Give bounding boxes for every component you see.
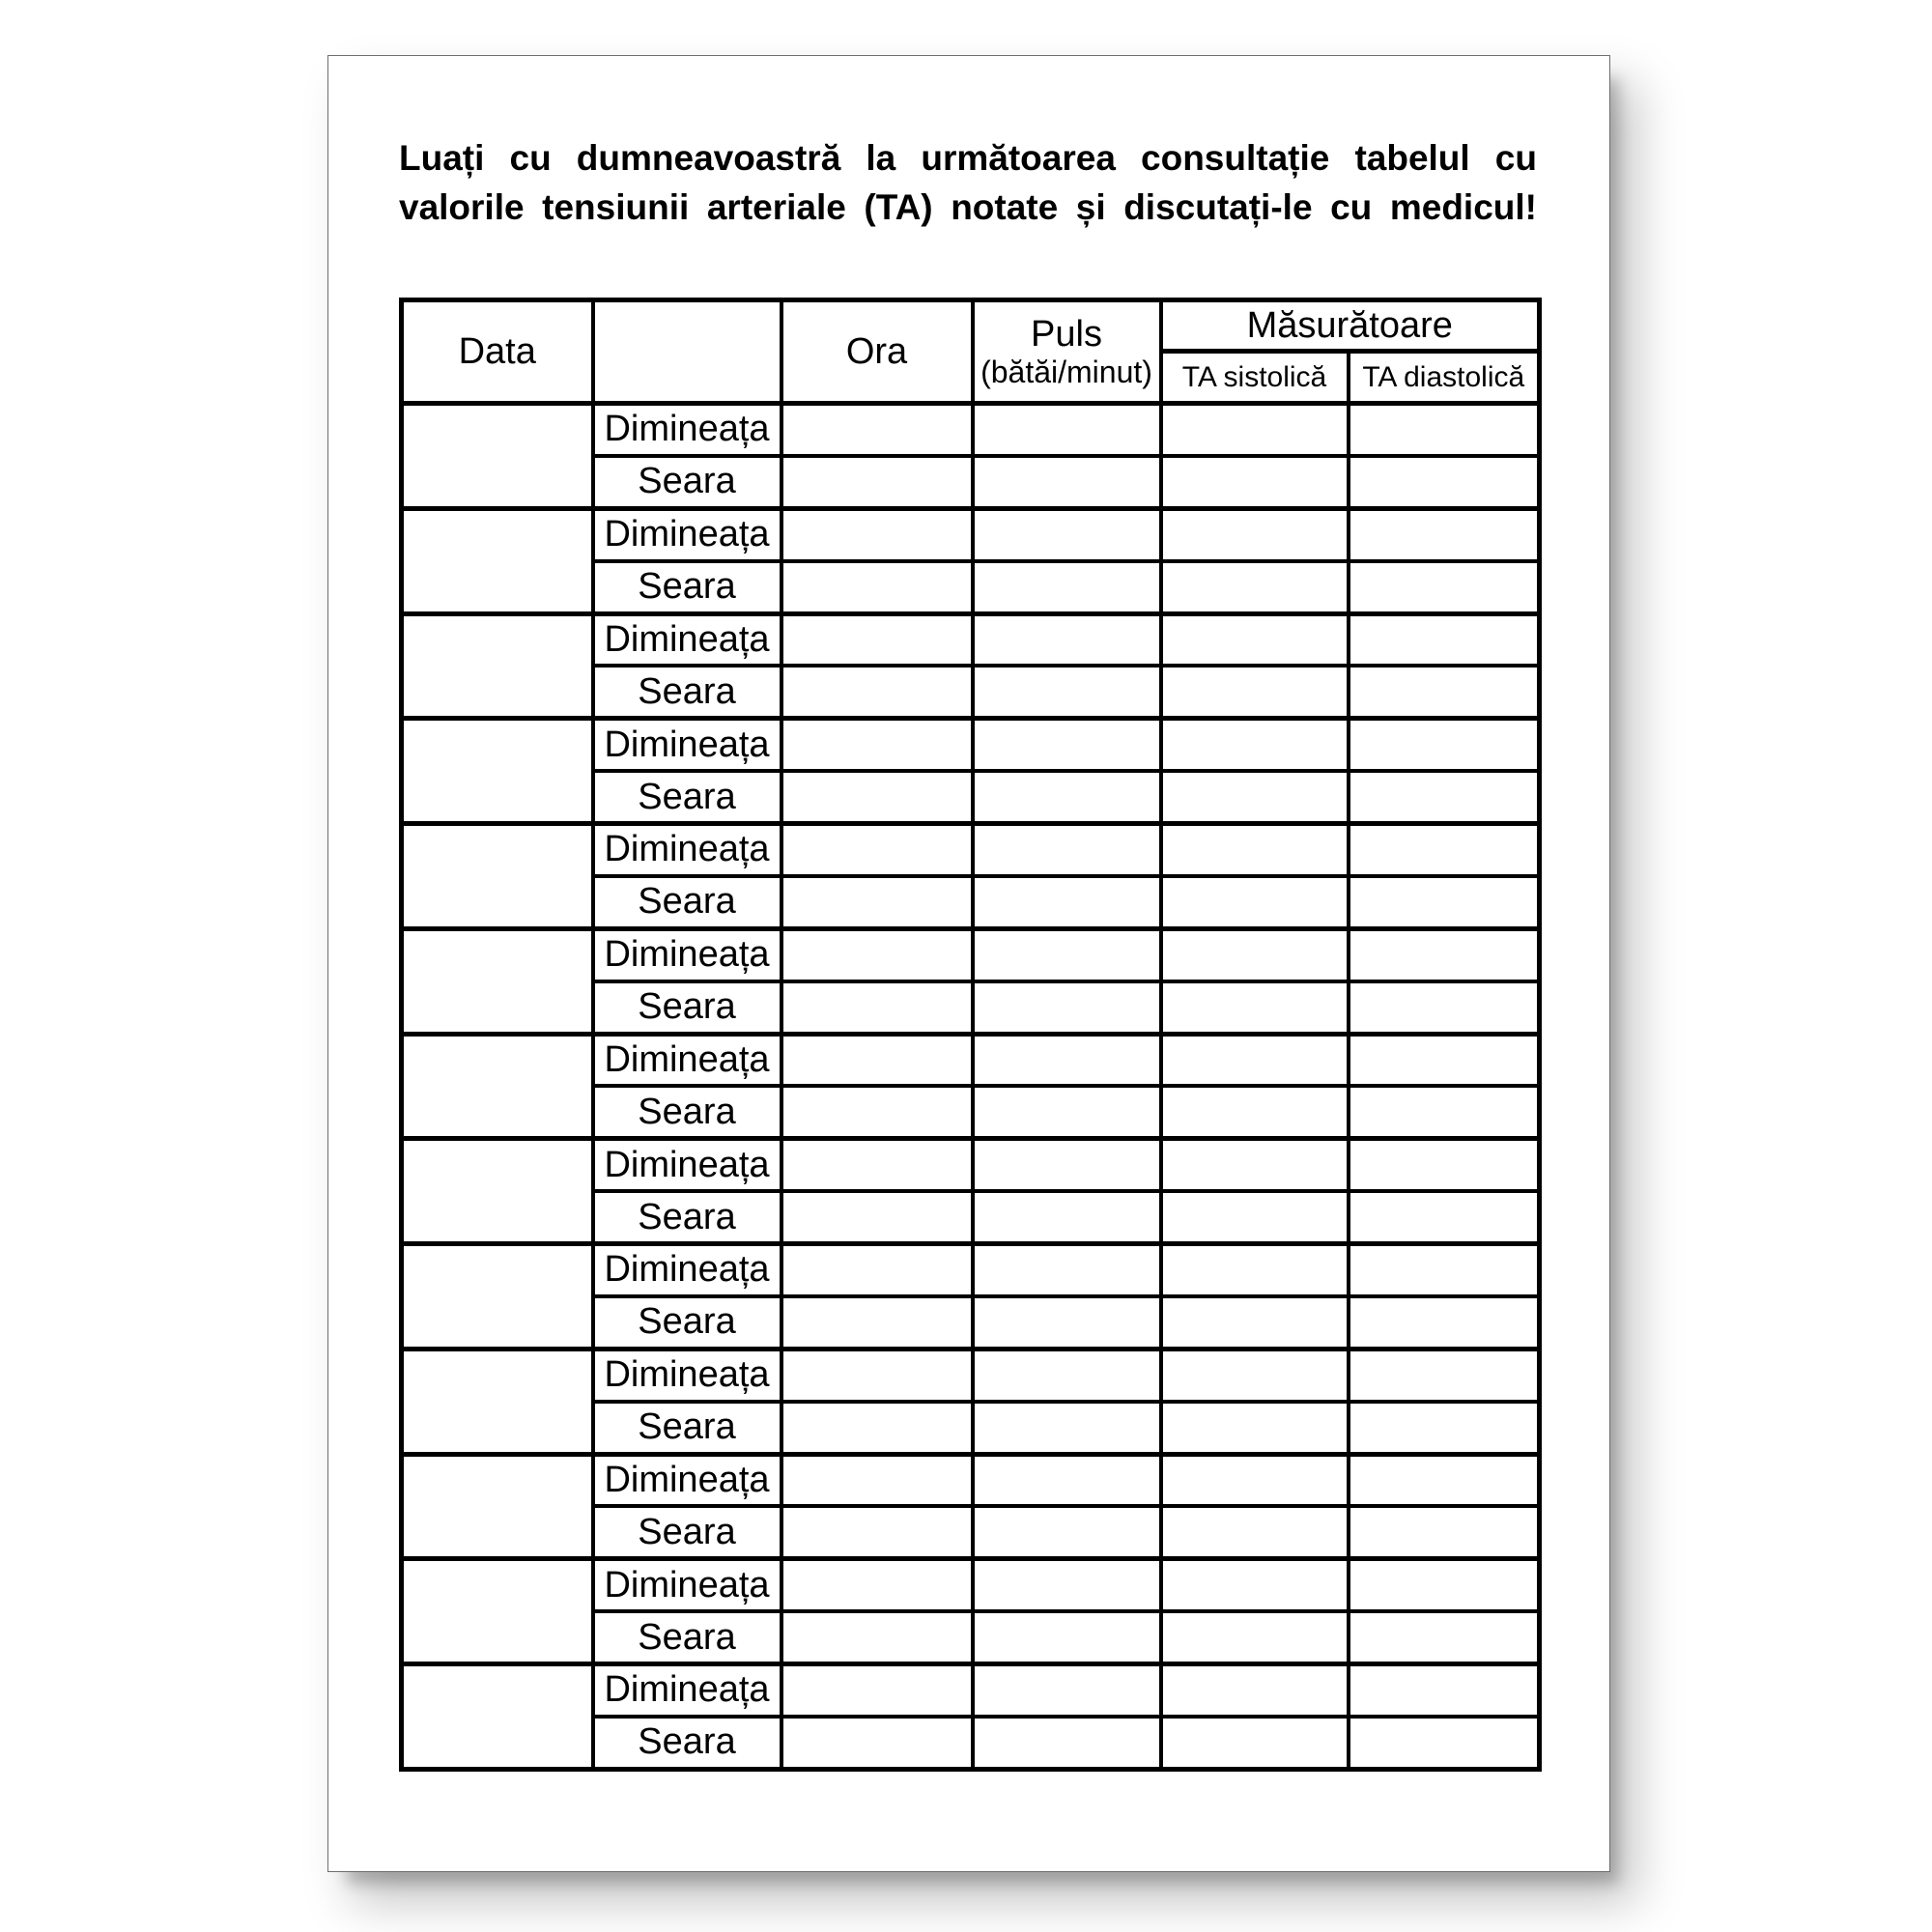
empty-value-cell (973, 1086, 1161, 1138)
empty-value-cell (781, 1244, 973, 1296)
empty-value-cell (1349, 1506, 1540, 1558)
empty-value-cell (781, 1139, 973, 1191)
empty-value-cell (1161, 456, 1349, 508)
time-of-day-label-morning: Dimineața (593, 508, 781, 560)
empty-value-cell (781, 456, 973, 508)
empty-value-cell (973, 1506, 1161, 1558)
time-of-day-label-morning: Dimineața (593, 613, 781, 666)
empty-value-cell (1349, 1454, 1540, 1506)
empty-value-cell (973, 1139, 1161, 1191)
empty-value-cell (1349, 1034, 1540, 1086)
table-row-morning (402, 719, 1540, 771)
empty-value-cell (781, 1296, 973, 1349)
empty-value-cell (781, 613, 973, 666)
empty-value-cell (973, 1244, 1161, 1296)
empty-value-cell (781, 1086, 973, 1138)
empty-value-cell (973, 1454, 1161, 1506)
empty-value-cell (973, 1402, 1161, 1454)
date-cell (402, 824, 593, 929)
date-cell (402, 1034, 593, 1139)
date-cell (402, 719, 593, 824)
empty-value-cell (973, 719, 1161, 771)
empty-value-cell (781, 824, 973, 876)
empty-value-cell (1349, 404, 1540, 456)
empty-value-cell (973, 1296, 1161, 1349)
empty-value-cell (973, 1611, 1161, 1663)
empty-value-cell (1161, 1244, 1349, 1296)
date-cell (402, 404, 593, 509)
empty-value-cell (781, 1506, 973, 1558)
empty-value-cell (973, 404, 1161, 456)
table-row-morning (402, 508, 1540, 560)
empty-value-cell (973, 981, 1161, 1034)
empty-value-cell (781, 1034, 973, 1086)
empty-value-cell (1161, 1611, 1349, 1663)
time-of-day-label-evening: Seara (593, 1611, 781, 1663)
document-page (327, 55, 1610, 1872)
time-of-day-label-evening: Seara (593, 1191, 781, 1243)
empty-value-cell (973, 1664, 1161, 1717)
empty-value-cell (781, 719, 973, 771)
empty-value-cell (781, 1349, 973, 1401)
time-of-day-label-evening: Seara (593, 666, 781, 718)
empty-value-cell (973, 666, 1161, 718)
empty-value-cell (1161, 981, 1349, 1034)
empty-value-cell (1349, 508, 1540, 560)
empty-value-cell (1161, 1402, 1349, 1454)
empty-value-cell (973, 1349, 1161, 1401)
table-row-morning (402, 1244, 1540, 1296)
time-of-day-label-evening: Seara (593, 1717, 781, 1770)
empty-value-cell (1161, 508, 1349, 560)
empty-value-cell (781, 981, 973, 1034)
empty-value-cell (973, 824, 1161, 876)
date-cell (402, 613, 593, 719)
empty-value-cell (1349, 1296, 1540, 1349)
empty-value-cell (781, 404, 973, 456)
empty-value-cell (781, 876, 973, 928)
time-of-day-label-evening: Seara (593, 456, 781, 508)
table-row-morning (402, 613, 1540, 666)
empty-value-cell (781, 1454, 973, 1506)
header-puls (973, 300, 1161, 404)
empty-value-cell (1349, 456, 1540, 508)
empty-value-cell (781, 1559, 973, 1611)
blood-pressure-log-table (399, 298, 1542, 1772)
empty-value-cell (1349, 666, 1540, 718)
time-of-day-label-evening: Seara (593, 1086, 781, 1138)
header-puls-unit: (bătăi/minut) (980, 355, 1152, 390)
time-of-day-label-morning: Dimineața (593, 1559, 781, 1611)
time-of-day-label-morning: Dimineața (593, 824, 781, 876)
empty-value-cell (1161, 824, 1349, 876)
empty-value-cell (973, 771, 1161, 823)
header-data: Data (402, 300, 593, 404)
empty-value-cell (1349, 771, 1540, 823)
empty-value-cell (1349, 1086, 1540, 1138)
title-line-1: Luați cu dumneavoastră la următoarea consultație tabelul cu (399, 138, 1537, 178)
date-cell (402, 1244, 593, 1350)
time-of-day-label-morning: Dimineața (593, 1664, 781, 1717)
time-of-day-label-evening: Seara (593, 1296, 781, 1349)
table-row-morning (402, 1559, 1540, 1611)
empty-value-cell (1349, 1191, 1540, 1243)
empty-value-cell (1349, 928, 1540, 980)
table-body (402, 404, 1540, 1770)
empty-value-cell (1349, 719, 1540, 771)
time-of-day-label-evening: Seara (593, 771, 781, 823)
page-title (399, 133, 1537, 232)
time-of-day-label-morning: Dimineața (593, 1034, 781, 1086)
header-ta-sistolica: TA sistolică (1161, 352, 1349, 404)
table-row-morning (402, 824, 1540, 876)
empty-value-cell (1161, 928, 1349, 980)
empty-value-cell (973, 1191, 1161, 1243)
empty-value-cell (1161, 1191, 1349, 1243)
time-of-day-label-morning: Dimineața (593, 1454, 781, 1506)
empty-value-cell (1161, 1454, 1349, 1506)
empty-value-cell (781, 561, 973, 613)
empty-value-cell (1161, 1034, 1349, 1086)
empty-value-cell (1161, 1559, 1349, 1611)
empty-value-cell (973, 613, 1161, 666)
date-cell (402, 508, 593, 613)
time-of-day-label-morning: Dimineața (593, 928, 781, 980)
empty-value-cell (973, 1717, 1161, 1770)
time-of-day-label-morning: Dimineața (593, 404, 781, 456)
empty-value-cell (781, 666, 973, 718)
date-cell (402, 1454, 593, 1559)
table-row-morning (402, 1139, 1540, 1191)
empty-value-cell (781, 928, 973, 980)
empty-value-cell (1349, 1559, 1540, 1611)
time-of-day-label-evening: Seara (593, 1402, 781, 1454)
empty-value-cell (1161, 1086, 1349, 1138)
empty-value-cell (1349, 1139, 1540, 1191)
header-masuratoare: Măsurătoare (1161, 300, 1540, 352)
header-puls-label: Puls (1031, 313, 1102, 355)
empty-value-cell (781, 1402, 973, 1454)
empty-value-cell (1349, 1664, 1540, 1717)
empty-value-cell (1349, 1244, 1540, 1296)
empty-value-cell (973, 561, 1161, 613)
time-of-day-label-evening: Seara (593, 876, 781, 928)
empty-value-cell (1349, 561, 1540, 613)
table-row-morning (402, 928, 1540, 980)
date-cell (402, 1559, 593, 1664)
table-row-morning (402, 1454, 1540, 1506)
empty-value-cell (781, 771, 973, 823)
table-header (402, 300, 1540, 404)
empty-value-cell (973, 456, 1161, 508)
empty-value-cell (973, 508, 1161, 560)
empty-value-cell (1349, 981, 1540, 1034)
empty-value-cell (1161, 613, 1349, 666)
empty-value-cell (781, 1191, 973, 1243)
empty-value-cell (973, 928, 1161, 980)
empty-value-cell (1349, 824, 1540, 876)
empty-value-cell (781, 508, 973, 560)
empty-value-cell (973, 1034, 1161, 1086)
time-of-day-label-morning: Dimineața (593, 1349, 781, 1401)
empty-value-cell (1161, 876, 1349, 928)
empty-value-cell (1161, 1296, 1349, 1349)
time-of-day-label-evening: Seara (593, 1506, 781, 1558)
empty-value-cell (1161, 561, 1349, 613)
empty-value-cell (1161, 404, 1349, 456)
empty-value-cell (1349, 1349, 1540, 1401)
empty-value-cell (1161, 1664, 1349, 1717)
time-of-day-label-morning: Dimineața (593, 1139, 781, 1191)
time-of-day-label-evening: Seara (593, 561, 781, 613)
empty-value-cell (1161, 1349, 1349, 1401)
empty-value-cell (973, 876, 1161, 928)
date-cell (402, 928, 593, 1034)
empty-value-cell (781, 1717, 973, 1770)
empty-value-cell (1349, 1611, 1540, 1663)
empty-value-cell (1349, 1717, 1540, 1770)
table-row-morning (402, 1034, 1540, 1086)
empty-value-cell (973, 1559, 1161, 1611)
empty-value-cell (1161, 719, 1349, 771)
empty-value-cell (1349, 1402, 1540, 1454)
table-row-morning (402, 404, 1540, 456)
empty-value-cell (1161, 771, 1349, 823)
empty-value-cell (1349, 613, 1540, 666)
empty-value-cell (1161, 1717, 1349, 1770)
table-row-morning (402, 1664, 1540, 1717)
date-cell (402, 1664, 593, 1770)
empty-value-cell (781, 1664, 973, 1717)
date-cell (402, 1139, 593, 1244)
empty-value-cell (1349, 876, 1540, 928)
time-of-day-label-evening: Seara (593, 981, 781, 1034)
title-line-2: valorile tensiunii arteriale (TA) notate și discutați-le cu medicul! (399, 187, 1537, 227)
header-ora: Ora (781, 300, 973, 404)
header-ta-diastolica: TA diastolică (1349, 352, 1540, 404)
header-time-of-day (593, 300, 781, 404)
empty-value-cell (1161, 666, 1349, 718)
empty-value-cell (1161, 1139, 1349, 1191)
time-of-day-label-morning: Dimineața (593, 1244, 781, 1296)
date-cell (402, 1349, 593, 1454)
time-of-day-label-morning: Dimineața (593, 719, 781, 771)
table-row-morning (402, 1349, 1540, 1401)
empty-value-cell (781, 1611, 973, 1663)
empty-value-cell (1161, 1506, 1349, 1558)
